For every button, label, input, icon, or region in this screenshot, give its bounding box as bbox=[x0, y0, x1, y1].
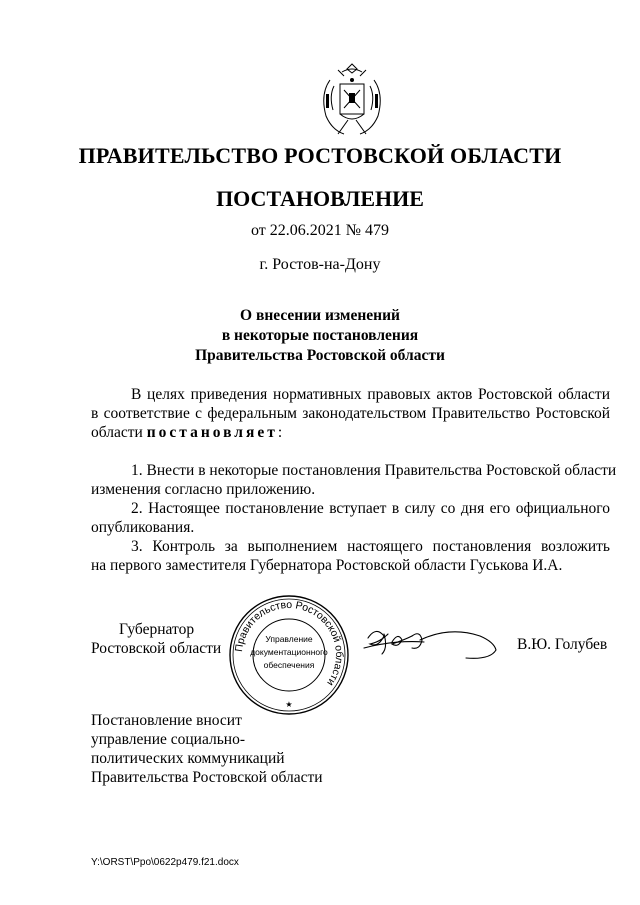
item-line: 3. Контроль за выполнением настоящего постановления возложить bbox=[131, 538, 610, 555]
item-line: на первого заместителя Губернатора Ростовской области Гуськова И.А. bbox=[91, 557, 563, 574]
subject-line: Правительства Ростовской области bbox=[195, 347, 445, 364]
decree-item-3 bbox=[91, 537, 610, 575]
position-line: Ростовской области bbox=[91, 640, 222, 657]
preamble-line-start: области bbox=[91, 424, 147, 441]
document-city: г. Ростов-на-Дону bbox=[259, 256, 381, 273]
subject-line: в некоторые постановления bbox=[221, 327, 419, 344]
note-line: Постановление вносит bbox=[91, 712, 242, 729]
item-line: опубликования. bbox=[91, 519, 195, 536]
position-line: Губернатор bbox=[119, 621, 195, 638]
preamble-line bbox=[91, 423, 610, 442]
subject-line: О внесении изменений bbox=[240, 307, 400, 324]
preamble-paragraph bbox=[91, 385, 610, 442]
preamble-line: в соответствие с федеральным законодательством Правительство Ростовской bbox=[91, 405, 610, 422]
note-line: политических коммуникаций bbox=[91, 750, 285, 767]
official-stamp bbox=[228, 594, 350, 716]
submitted-by-note bbox=[91, 711, 323, 787]
stamp-ring-text: Правительство Ростовской области bbox=[233, 598, 346, 688]
stamp-center-line: документационного bbox=[250, 647, 328, 657]
note-line: управление социально- bbox=[91, 731, 245, 748]
decree-item-1 bbox=[91, 461, 617, 499]
preamble-line: В целях приведения нормативных правовых актов Ростовской области bbox=[131, 386, 610, 403]
handwritten-signature bbox=[362, 620, 502, 664]
file-path-footer: Y:\ORST\Ppo\0622p479.f21.docx bbox=[91, 857, 239, 868]
stamp-center-line: обеспечения bbox=[263, 660, 315, 670]
document-date-number: от 22.06.2021 № 479 bbox=[250, 222, 390, 239]
signatory-name: В.Ю. Голубев bbox=[517, 636, 608, 653]
item-line: 2. Настоящее постановление вступает в силу со дня его официального bbox=[131, 500, 610, 517]
stamp-center-line: Управление bbox=[265, 634, 313, 644]
decree-word: постановляет bbox=[146, 424, 278, 441]
decree-item-2 bbox=[91, 499, 610, 537]
note-line: Правительства Ростовской области bbox=[91, 769, 323, 786]
signatory-position bbox=[91, 620, 221, 658]
government-title: ПРАВИТЕЛЬСТВО РОСТОВСКОЙ ОБЛАСТИ bbox=[78, 143, 562, 168]
document-subject bbox=[0, 306, 640, 366]
document-type: ПОСТАНОВЛЕНИЕ bbox=[216, 186, 424, 211]
item-line: 1. Внести в некоторые постановления Правительства Ростовской области bbox=[131, 462, 617, 479]
item-line: изменения согласно приложению. bbox=[91, 481, 316, 498]
preamble-line-end: : bbox=[277, 424, 283, 441]
svg-text:★: ★ bbox=[285, 700, 293, 709]
coat-of-arms-icon bbox=[318, 60, 386, 140]
